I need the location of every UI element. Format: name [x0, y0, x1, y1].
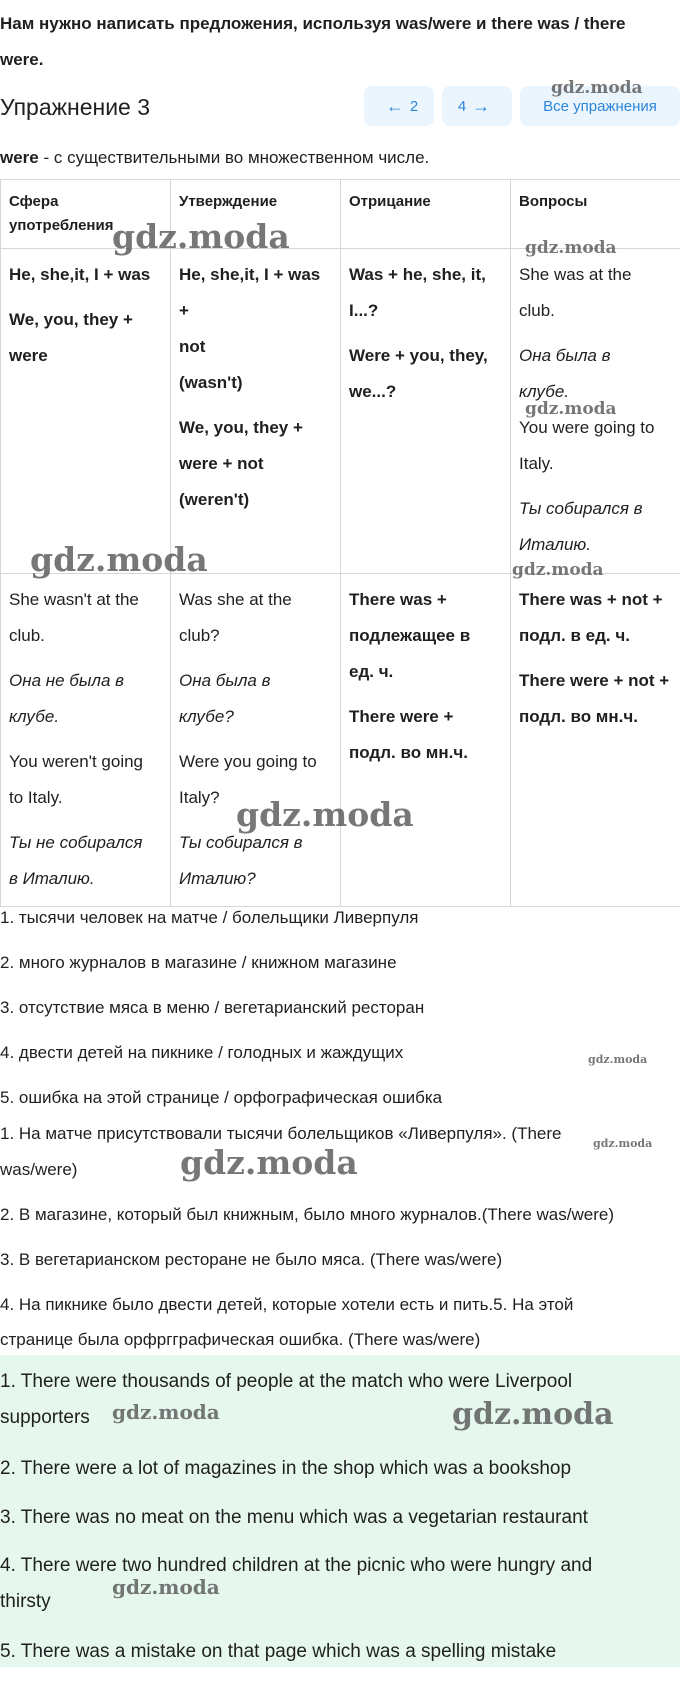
- cell-line: not: [179, 337, 206, 356]
- watermark: gdz.moda: [452, 1397, 614, 1432]
- list-item: 4. There were two hundred children at the picnic who were hungry and: [0, 1555, 593, 1576]
- prev-exercise-label: 2: [409, 97, 419, 115]
- watermark: gdz.moda: [30, 540, 208, 579]
- header-usage: Сфера употребления: [1, 180, 171, 249]
- list-item: thirsty: [0, 1591, 51, 1612]
- cell-line: We, you, they +: [9, 310, 133, 329]
- intro-line-2: were.: [0, 50, 44, 69]
- cell-line: There were + not +: [519, 671, 670, 690]
- cell-line: Ты не собирался: [9, 833, 143, 852]
- were-note-bold: were: [0, 148, 39, 167]
- cell-line: There was + not +: [519, 590, 663, 609]
- cell-line: (weren't): [179, 490, 250, 509]
- cell-line: Were + you, they,: [349, 346, 488, 365]
- cell-line: Italy?: [179, 788, 220, 807]
- prev-exercise-button[interactable]: [364, 86, 434, 126]
- watermark: gdz.moda: [112, 217, 290, 256]
- watermark: gdz.moda: [112, 1575, 220, 1599]
- next-exercise-button[interactable]: [442, 86, 512, 126]
- all-exercises-button[interactable]: Все упражнения: [520, 86, 680, 126]
- next-exercise-label: 4: [457, 97, 467, 115]
- cell-line: Italy.: [519, 454, 554, 473]
- list-item: 4. двести детей на пикнике / голодных и жаждущих: [0, 1043, 404, 1062]
- watermark: gdz.moda: [525, 238, 617, 258]
- cell-line: Италию.: [519, 535, 591, 554]
- list-item: 3. There was no meat on the menu which was a vegetarian restaurant: [0, 1507, 588, 1528]
- intro-line-1: Нам нужно написать предложения, используя was/were и there was / there: [0, 14, 626, 33]
- cell-line: club?: [179, 626, 220, 645]
- list-item: 4. На пикнике было двести детей, которые хотели есть и пить.5. На этой: [0, 1295, 574, 1314]
- cell-line: He, she,it, I + was +: [179, 265, 321, 320]
- cell-line: Италию?: [179, 869, 256, 888]
- table-cell: [171, 249, 341, 574]
- watermark: gdz.moda: [180, 1143, 358, 1182]
- list-item: supporters: [0, 1407, 90, 1428]
- list-item: странице была орфргграфическая ошибка. (There was/were): [0, 1330, 481, 1349]
- table-cell: [1, 249, 171, 574]
- arrow-right-icon: →: [472, 95, 491, 116]
- cell-line: клубе.: [519, 382, 570, 401]
- were-note-text: - с существительными во множественном числе.: [38, 148, 430, 167]
- cell-line: Was + he, she, it,: [349, 265, 486, 284]
- cell-line: There was +: [349, 590, 447, 609]
- header-negative: Отрицание: [341, 180, 511, 249]
- cell-line: She was at the: [519, 265, 632, 284]
- table-cell: [1, 574, 171, 907]
- list-item: was/were): [0, 1160, 78, 1179]
- watermark: gdz.moda: [512, 560, 604, 580]
- cell-line: She wasn't at the: [9, 590, 139, 609]
- cell-line: were: [9, 346, 48, 365]
- cell-line: were + not: [179, 454, 264, 473]
- intro-text: [0, 6, 680, 78]
- watermark: gdz.moda: [551, 78, 643, 98]
- arrow-left-icon: ←: [385, 95, 404, 116]
- list-item: 1. There were thousands of people at the match who were Liverpool: [0, 1371, 573, 1392]
- watermark: gdz.moda: [588, 1053, 648, 1066]
- cell-line: подл. во мн.ч.: [519, 707, 638, 726]
- exercise-title: Упражнение 3: [0, 94, 151, 120]
- list-item: 2. В магазине, который был книжным, было много журналов.(There was/were): [0, 1205, 614, 1224]
- cell-line: You were going to: [519, 418, 655, 437]
- cell-line: we...?: [349, 382, 397, 401]
- cell-line: подлежащее в: [349, 626, 471, 645]
- cell-line: I...?: [349, 301, 379, 320]
- cell-line: to Italy.: [9, 788, 63, 807]
- cell-line: He, she,it, I + was: [9, 265, 151, 284]
- cell-line: We, you, they +: [179, 418, 303, 437]
- cell-line: (wasn't): [179, 373, 243, 392]
- cell-line: You weren't going: [9, 752, 143, 771]
- list-item: 5. ошибка на этой странице / орфографическая ошибка: [0, 1088, 443, 1107]
- list-item: 1. На матче присутствовали тысячи болельщиков «Ливерпуля». (There: [0, 1124, 562, 1143]
- table-cell: [341, 574, 511, 907]
- cell-line: ед. ч.: [349, 662, 394, 681]
- list-item: 3. В вегетарианском ресторане не было мяса. (There was/were): [0, 1250, 503, 1269]
- cell-line: Она была в: [519, 346, 611, 365]
- header-questions: Вопросы: [511, 180, 680, 249]
- cell-line: Was she at the: [179, 590, 292, 609]
- cell-line: подл. в ед. ч.: [519, 626, 630, 645]
- table-cell: [171, 574, 341, 907]
- list-item: 2. There were a lot of magazines in the shop which was a bookshop: [0, 1458, 572, 1479]
- cell-line: подл. во мн.ч.: [349, 743, 468, 762]
- watermark: gdz.moda: [525, 399, 617, 419]
- list-item: 5. There was a mistake on that page which was a spelling mistake: [0, 1641, 557, 1662]
- table-cell: [341, 249, 511, 574]
- cell-line: в Италию.: [9, 869, 95, 888]
- cell-line: Она не была в: [9, 671, 124, 690]
- table-row: [1, 574, 680, 907]
- were-note: [0, 148, 429, 168]
- list-item: 1. тысячи человек на матче / болельщики Ливерпуля: [0, 908, 419, 927]
- cell-line: клубе?: [179, 707, 234, 726]
- list-item: 3. отсутствие мяса в меню / вегетарианский ресторан: [0, 998, 425, 1017]
- cell-line: There were +: [349, 707, 454, 726]
- cell-line: клубе.: [9, 707, 60, 726]
- cell-line: club.: [9, 626, 45, 645]
- watermark: gdz.moda: [112, 1400, 220, 1424]
- cell-line: club.: [519, 301, 555, 320]
- table-cell: [511, 574, 680, 907]
- list-item: 2. много журналов в магазине / книжном магазине: [0, 953, 397, 972]
- cell-line: Она была в: [179, 671, 271, 690]
- watermark: gdz.moda: [593, 1137, 653, 1150]
- header-affirmative: Утверждение: [171, 180, 341, 249]
- cell-line: Ты собирался в: [519, 499, 643, 518]
- cell-line: Were you going to: [179, 752, 317, 771]
- watermark: gdz.moda: [236, 795, 414, 834]
- cell-line: Ты собирался в: [179, 833, 303, 852]
